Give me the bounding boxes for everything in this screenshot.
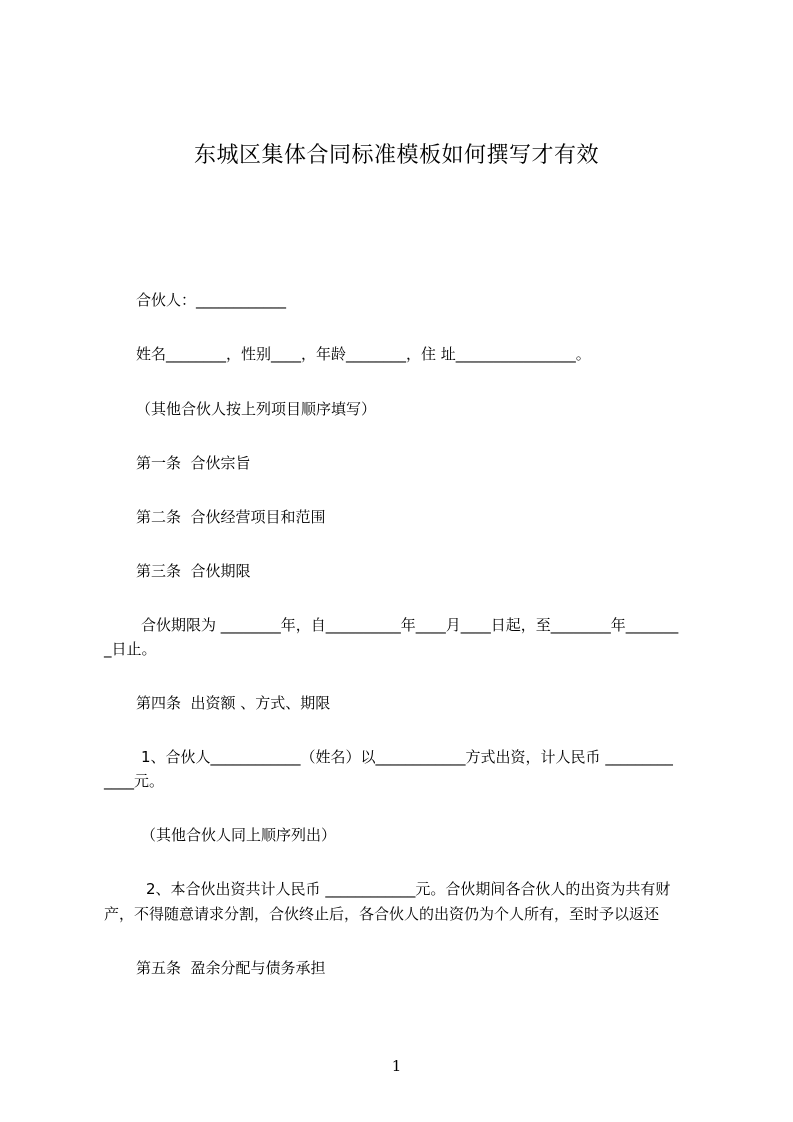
article-5-heading: 第五条 盈余分配与债务承担 [136,959,326,977]
article-4-heading: 第四条 出资额 、方式、期限 [136,694,331,712]
contribution-line-1-continued: ____元。 [104,772,165,790]
contribution-line-2-continued: 产，不得随意请求分割，合伙终止后，各合伙人的出资仍为个人所有，至时予以返还 [104,905,660,923]
other-partners-contribution-note: （其他合伙人同上顺序列出） [141,826,337,844]
page-number: 1 [391,1057,402,1075]
partner-info-line: 姓名________，性别____，年龄________，住 址________________。 [136,345,591,363]
partner-line: 合伙人：____________ [136,291,287,309]
term-line-continued: _日止。 [104,640,157,658]
contribution-line-1: 1、合伙人____________（姓名）以____________方式出资，计人民币 _________ [141,748,673,766]
other-partners-note: （其他合伙人按上列项目顺序填写） [136,400,377,418]
article-3-heading: 第三条 合伙期限 [136,562,251,580]
document-title: 东城区集体合同标准模板如何撰写才有效 [193,143,599,168]
article-2-heading: 第二条 合伙经营项目和范围 [136,508,326,526]
article-1-heading: 第一条 合伙宗旨 [136,454,251,472]
contribution-line-2: 2、本合伙出资共计人民币 ____________元。合伙期间各合伙人的出资为共有财 [146,880,671,898]
term-line: 合伙期限为 ________年，自__________年____月____日起，至________年_______ [141,616,679,634]
